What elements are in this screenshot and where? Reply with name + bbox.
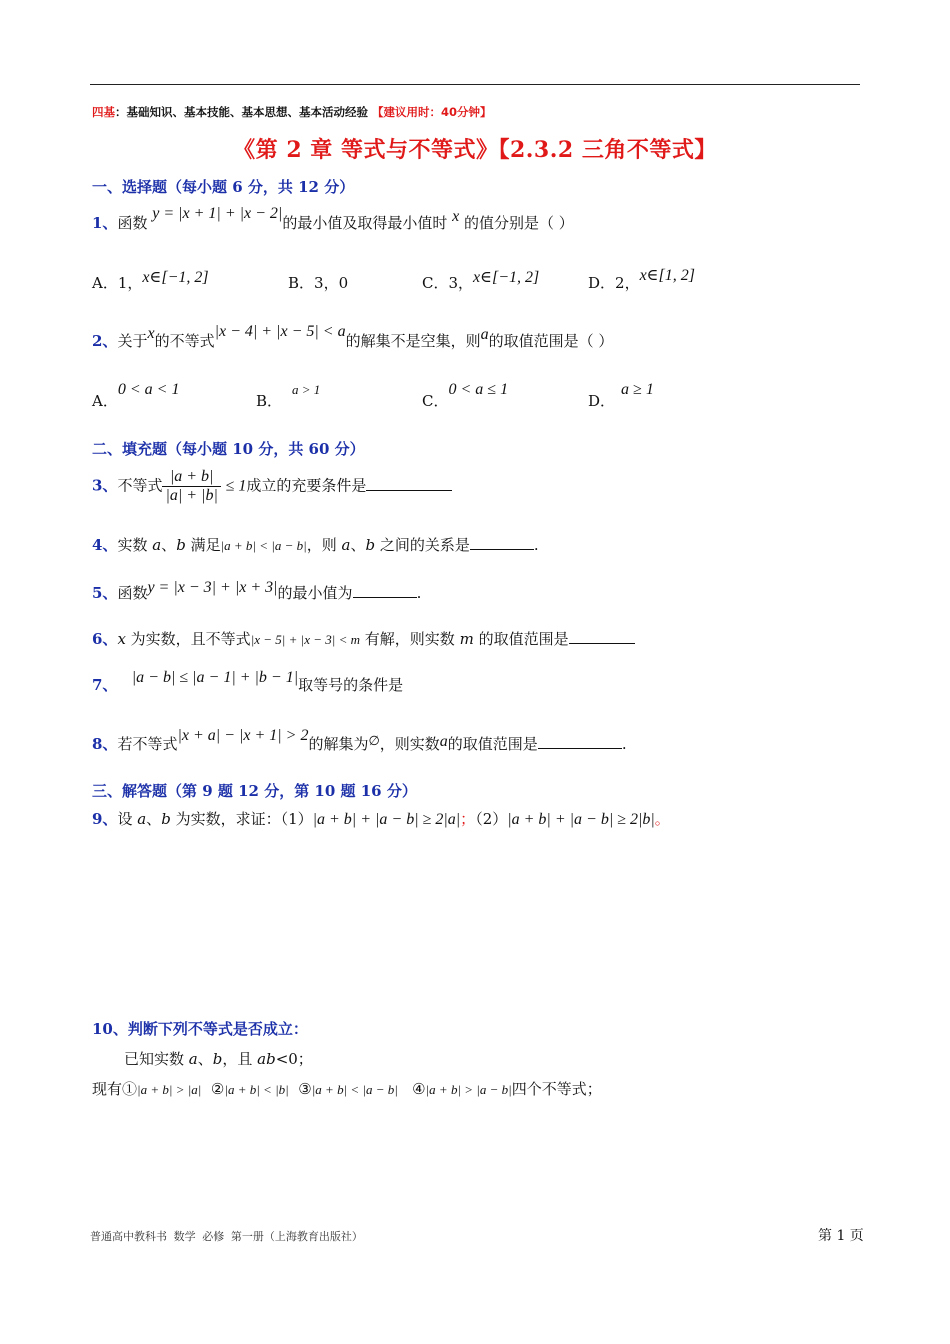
q10-line1-post: <0； [275, 1050, 313, 1068]
q7-post: 取等号的条件是 [298, 676, 404, 694]
q10-ab: ab [257, 1050, 276, 1068]
q10-sep: 、 [197, 1050, 213, 1068]
question-10-title: 10、判断下列不等式是否成立： [92, 1020, 308, 1038]
q10-line1-pre: 已知实数 [124, 1050, 189, 1068]
q1-post: 的值分别是（ ） [464, 214, 574, 232]
q8-formula: |x + a| − |x + 1| > 2 [177, 727, 309, 744]
q4-formula: |a + b| < |a − b| [220, 538, 307, 553]
q3-fraction [162, 468, 220, 505]
q5-end: . [416, 584, 422, 602]
q1-var: x [452, 208, 460, 225]
q1-option-d[interactable] [588, 267, 695, 293]
q1-option-c-math: x∈[−1, 2] [473, 269, 540, 286]
q9-mid: 为实数，求证：（1） [170, 810, 313, 828]
q2-option-d-math: a ≥ 1 [621, 381, 654, 398]
q8-mid2: ，则实数 [379, 735, 440, 753]
q1-option-b-label: B．3，0 [288, 274, 349, 292]
q9-semicolon: ； [460, 810, 476, 828]
page-title: 《第 2 章 等式与不等式》【2.3.2 三角不等式】 [233, 137, 717, 163]
q1-option-a[interactable] [92, 269, 209, 293]
q4-answer-blank[interactable] [470, 548, 534, 550]
q2-post: 的取值范围是（ ） [488, 332, 614, 350]
q4-sep: 、 [161, 536, 177, 554]
q7-formula: |a − b| ≤ |a − 1| + |b − 1| [131, 669, 299, 686]
q2-pre: 关于 [117, 332, 148, 350]
header-time: 【建议用时：40分钟】 [372, 105, 492, 119]
q10-f2: |a + b| < |b| [224, 1082, 289, 1097]
q6-pre: 为实数，且不等式 [125, 630, 251, 648]
q3-answer-blank[interactable] [366, 489, 452, 491]
q6-mid: 有解，则实数 [360, 630, 460, 648]
q2-mid: 的不等式 [154, 332, 215, 350]
q7-number: 7、 [92, 676, 118, 694]
header-label: 四基 [92, 105, 115, 119]
question-4 [92, 534, 539, 555]
q2-option-b-math: a > 1 [292, 382, 321, 397]
q1-option-c-label: C．3， [422, 274, 474, 292]
q6-formula: |x − 5| + |x − 3| < m [250, 632, 361, 647]
q8-post: 的取值范围是 [447, 735, 538, 753]
section-3-heading: 三、解答题（第 9 题 12 分，第 10 题 16 分） [92, 782, 417, 800]
q4-mid: 满足 [185, 536, 221, 554]
q10-f4: |a + b| > |a − b| [425, 1082, 512, 1097]
header-colon: ： [115, 105, 127, 119]
q6-x: x [117, 630, 126, 648]
q9-sep: 、 [146, 810, 162, 828]
q9-formula-1: |a + b| + |a − b| ≥ 2|a| [312, 811, 461, 828]
q9-number: 9、 [92, 810, 118, 828]
q10-c3: ③ [298, 1080, 312, 1098]
q3-rel: ≤ 1 [225, 477, 247, 495]
q2-option-c-label: C． [422, 392, 449, 410]
q2-number: 2、 [92, 332, 118, 350]
q5-post: 的最小值为 [277, 584, 353, 602]
q1-number: 1、 [92, 214, 118, 232]
q9-part2: （2） [475, 810, 508, 828]
q6-answer-blank[interactable] [569, 642, 635, 644]
question-3 [92, 468, 452, 505]
q4-a: a [152, 536, 162, 554]
q10-f3: |a + b| < |a − b| [311, 1082, 398, 1097]
q4-post: 之间的关系是 [375, 536, 470, 554]
section-2-heading: 二、填充题（每小题 10 分，共 60 分） [92, 440, 365, 458]
q2-option-c[interactable] [422, 381, 509, 411]
question-7 [92, 669, 404, 695]
q5-answer-blank[interactable] [353, 596, 417, 598]
q1-option-a-math: x∈[−1, 2] [142, 269, 209, 286]
question-1 [92, 205, 574, 233]
q8-end: . [621, 735, 627, 753]
footer-text: 普通高中教科书 数学 必修 第一册（上海教育出版社） [90, 1230, 363, 1243]
q9-pre: 设 [117, 810, 138, 828]
q3-denominator: |a| + |b| [162, 486, 220, 505]
q10-line-2 [92, 1078, 602, 1099]
q10-c2: ② [210, 1080, 225, 1098]
q3-pre: 不等式 [117, 476, 163, 495]
q5-formula: y = |x − 3| + |x + 3| [147, 579, 278, 596]
q2-option-b[interactable] [256, 382, 321, 411]
q2-option-a-math: 0 < a < 1 [117, 381, 180, 398]
q2-option-d-label: D． [588, 392, 616, 410]
q10-line2-pre: 现有 [92, 1080, 123, 1098]
q1-mid: 的最小值及取得最小值时 [282, 214, 448, 232]
q6-number: 6、 [92, 630, 118, 648]
question-8 [92, 727, 627, 754]
q8-number: 8、 [92, 735, 118, 753]
q4-number: 4、 [92, 536, 118, 554]
q2-option-a[interactable] [92, 381, 180, 411]
q10-line-1 [124, 1048, 313, 1069]
q6-post: 的取值范围是 [473, 630, 569, 648]
q2-mid2: 的解集不是空集，则 [345, 332, 481, 350]
header-items: 基础知识、基本技能、基本思想、基本活动经验 [126, 105, 368, 119]
q2-formula: |x − 4| + |x − 5| < a [214, 323, 346, 340]
q5-number: 5、 [92, 584, 118, 602]
q9-b: b [161, 810, 171, 828]
q10-a: a [188, 1050, 198, 1068]
q10-line1-mid: ，且 [222, 1050, 258, 1068]
q8-a: a [439, 733, 448, 750]
q4-mid2: ，则 [306, 536, 342, 554]
q4-sep2: 、 [350, 536, 366, 554]
q1-formula: y = |x + 1| + |x − 2| [152, 205, 283, 222]
question-9 [92, 808, 670, 829]
q2-var: x [147, 325, 155, 342]
q10-b: b [212, 1050, 223, 1068]
q9-a: a [137, 810, 147, 828]
q1-pre: 函数 [117, 214, 148, 232]
q8-empty-set: ∅ [368, 734, 380, 749]
q10-line2-post: 四个不等式； [511, 1080, 602, 1098]
q1-option-d-label: D．2， [588, 274, 640, 292]
q3-numerator: |a + b| [169, 468, 214, 485]
q2-option-d[interactable] [588, 381, 654, 411]
section-1-heading: 一、选择题（每小题 6 分，共 12 分） [92, 178, 355, 196]
page-number: 第 1 页 [818, 1228, 864, 1244]
q2-var2: a [480, 326, 489, 343]
question-6 [92, 628, 635, 649]
q10-c1: ① [122, 1080, 138, 1098]
q9-formula-2: |a + b| + |a − b| ≥ 2|b| [507, 811, 655, 828]
q2-option-a-label: A． [92, 392, 118, 410]
question-5 [92, 579, 422, 603]
q3-post: 成立的充要条件是 [246, 476, 367, 495]
q4-pre: 实数 [117, 536, 153, 554]
q8-answer-blank[interactable] [538, 747, 622, 749]
header-rule [90, 84, 860, 85]
q2-option-b-label: B． [256, 392, 283, 410]
q1-option-a-label: A．1， [92, 274, 143, 292]
q4-end: . [533, 536, 539, 554]
q8-pre: 若不等式 [117, 735, 178, 753]
q2-option-c-math: 0 < a ≤ 1 [448, 381, 509, 398]
q4-b: b [176, 536, 186, 554]
question-2 [92, 323, 614, 351]
q3-number: 3、 [92, 476, 118, 495]
q1-option-c[interactable] [422, 269, 540, 293]
q4-b2: b [365, 536, 376, 554]
q10-c4: ④ [412, 1080, 426, 1098]
q10-f1: |a + b| > |a| [137, 1082, 202, 1097]
q9-end: 。 [654, 810, 670, 828]
q6-m: m [459, 630, 474, 648]
q1-option-b[interactable] [288, 272, 348, 293]
header-line [92, 104, 492, 120]
q1-option-d-math: x∈[1, 2] [639, 267, 695, 284]
q5-pre: 函数 [117, 584, 148, 602]
q4-a2: a [341, 536, 351, 554]
q8-mid: 的解集为 [308, 735, 369, 753]
